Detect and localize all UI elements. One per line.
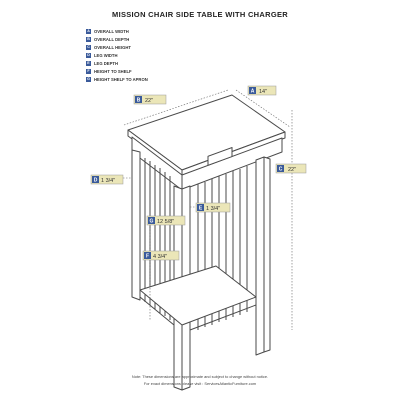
dim-key-a: A bbox=[250, 88, 255, 95]
dim-badge-e bbox=[196, 203, 230, 212]
dim-badge-b bbox=[134, 95, 166, 104]
back-left-leg bbox=[132, 150, 140, 300]
diagram-title: MISSION CHAIR SIDE TABLE WITH CHARGER bbox=[112, 10, 288, 19]
dim-badge-a bbox=[248, 86, 276, 95]
legend-key-c: C bbox=[87, 45, 90, 49]
dim-value-g: 12 5/8" bbox=[157, 218, 175, 225]
legend-label: OVERALL WIDTH bbox=[94, 28, 129, 34]
legend-key-d: D bbox=[87, 53, 90, 57]
dim-key-e: E bbox=[198, 205, 203, 212]
legend-label: HEIGHT TO SHELF bbox=[94, 68, 132, 74]
disclaimer-note: Note: These dimensions are approximate and subject to change without notice. bbox=[131, 374, 269, 379]
legend-label: OVERALL DEPTH bbox=[94, 36, 130, 42]
dim-badge-g bbox=[147, 216, 185, 225]
dim-value-f: 4 3/4" bbox=[153, 253, 168, 260]
dim-key-f: F bbox=[145, 253, 150, 260]
dim-key-d: D bbox=[93, 177, 98, 184]
dim-value-b: 22" bbox=[145, 97, 154, 104]
legend-label: HEIGHT SHELF TO APRON bbox=[94, 76, 148, 82]
dim-value-d: 1 3/4" bbox=[101, 177, 116, 184]
legend-key-b: B bbox=[87, 37, 90, 41]
dim-key-b: B bbox=[136, 97, 141, 104]
legend-key-a: A bbox=[87, 29, 90, 33]
dim-value-a: 14" bbox=[259, 88, 268, 95]
table-outline bbox=[128, 95, 285, 390]
legend-key-f: F bbox=[87, 69, 90, 73]
legend-key-g: G bbox=[87, 77, 90, 81]
dim-value-c: 22" bbox=[288, 166, 297, 173]
website-note: For exact dimensions please visit : ServicesAtlanticFurniture.com bbox=[143, 381, 257, 386]
front-right-leg bbox=[256, 157, 264, 355]
legend-label: LEG DEPTH bbox=[94, 60, 118, 66]
dim-badge-d bbox=[91, 175, 123, 184]
dim-badge-c bbox=[276, 164, 306, 173]
bottom-shelf bbox=[140, 266, 256, 325]
dim-key-c: C bbox=[278, 166, 283, 173]
legend-label: OVERALL HEIGHT bbox=[94, 44, 131, 50]
dim-value-e: 1 3/4" bbox=[206, 205, 221, 212]
dim-badge-f bbox=[143, 251, 179, 260]
legend-key-e: E bbox=[87, 61, 90, 65]
legend-label: LEG WIDTH bbox=[94, 52, 118, 58]
dim-key-g: G bbox=[149, 218, 154, 225]
